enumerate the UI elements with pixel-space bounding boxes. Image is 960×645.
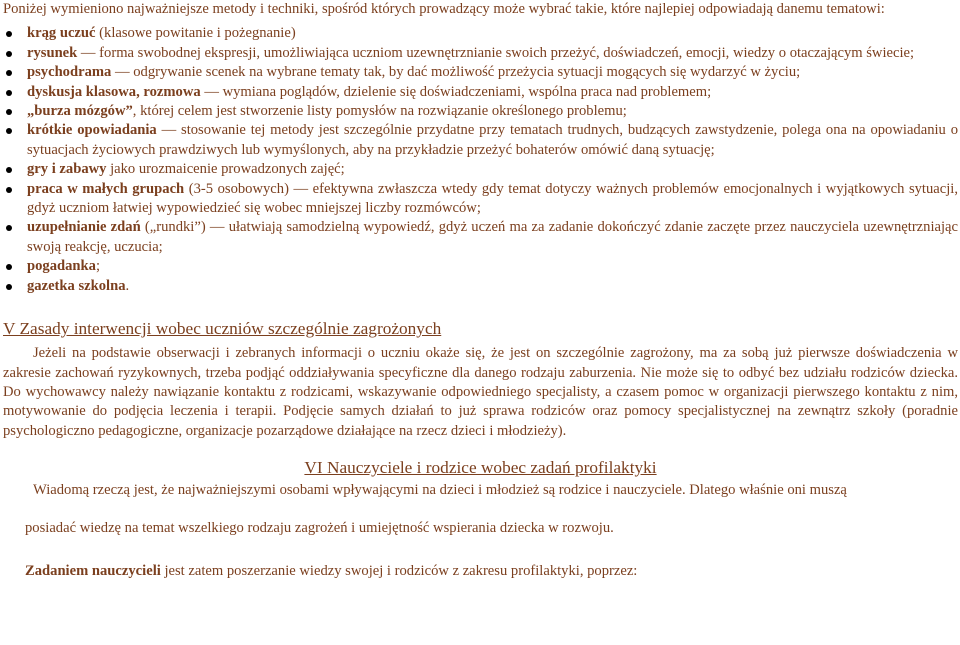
methods-list: [3, 24, 958, 296]
method-description: jako urozmaicenie prowadzonych zajęć;: [106, 161, 345, 178]
section-6-heading: VI Nauczyciele i rodzice wobec zadań profilaktyki: [304, 458, 657, 478]
method-term: praca w małych grupach: [27, 180, 185, 197]
method-term: krótkie opowiadania: [27, 122, 157, 139]
method-term: gazetka szkolna: [27, 277, 126, 294]
section-5-paragraph: Jeżeli na podstawie obserwacji i zebranych informacji o uczniu okaże się, że jest on szczególnie zagrożony, ma za sobą już pierwsze doświadczenia w zakresie zachowań ryzykownych, trzeba podjąć oddziaływania specyficzne dla danego rodzaju zaburzenia. Nie może się to odbyć bez udziału rodziców dziecka. Do wychowawcy należy nawiązanie kontaktu z rodzicami, wskazywanie odpowiedniego specjalisty, a czasem pomoc w organizacji pierwszego kontaktu z nim, motywowanie do podjęcia leczenia i terapii. Podjęcie samych działań to już sprawa rodziców oraz pomocy specjalistycznej na zewnątrz szkoły (poradnie psychologiczno pedagogiczne, organizacje pozarządowe działające na rzecz dzieci i młodzieży).: [3, 345, 958, 439]
section-6-paragraph-3: [3, 562, 958, 581]
method-description: — wymiana poglądów, dzielenie się doświadczeniami, wspólna praca nad problemem;: [200, 83, 712, 100]
method-description: .: [125, 277, 130, 294]
list-item: [3, 63, 958, 82]
intro-paragraph: Poniżej wymieniono najważniejsze metody i techniki, spośród których prowadzący może wybrać takie, które najlepiej odpowiadają danemu tematowi:: [3, 1, 885, 17]
method-description: , której celem jest stworzenie listy pomysłów na rozwiązanie określonego problemu;: [132, 103, 627, 120]
list-item: [3, 160, 958, 179]
list-item: [3, 24, 958, 43]
method-description: — odgrywanie scenek na wybrane tematy tak, by dać możliwość przeżycia sytuacji mogących się wydarzyć w życiu;: [111, 64, 801, 81]
teachers-task-text: jest zatem poszerzanie wiedzy swojej i rodziców z zakresu profilaktyki, poprzez:: [160, 562, 638, 579]
list-item: [3, 102, 958, 121]
section-6-paragraph-1: Wiadomą rzeczą jest, że najważniejszymi osobami wpływającymi na dzieci i młodzież są rodzice i nauczyciele. Dlatego właśnie oni muszą: [33, 482, 847, 499]
method-term: dyskusja klasowa, rozmowa: [27, 83, 201, 100]
method-term: gry i zabawy: [27, 161, 107, 178]
teachers-task-label: Zadaniem nauczycieli: [25, 562, 161, 579]
section-6-paragraph-2: posiadać wiedzę na temat wszelkiego rodzaju zagrożeń i umiejętność wspierania dziecka w rozwoju.: [25, 519, 614, 536]
list-item: [3, 83, 958, 102]
method-term: krąg uczuć: [27, 25, 96, 42]
list-item: [3, 180, 958, 219]
method-description: (3-5 osobowych) — efektywna zwłaszcza wtedy gdy temat dotyczy ważnych problemów emocjonalnych i wyjątkowych sytuacji, gdyż uczniom łatwiej wypowiedzieć się wobec mniejszej liczby rozmówców;: [27, 180, 958, 217]
method-description: (klasowe powitanie i pożegnanie): [95, 25, 296, 42]
method-term: pogadanka: [27, 258, 96, 275]
list-item: [3, 121, 958, 160]
method-term: psychodrama: [27, 64, 112, 81]
list-item: [3, 277, 958, 296]
method-description: — stosowanie tej metody jest szczególnie przydatne przy tematach trudnych, budzących zawstydzenie, polega ona na opowiadaniu o sytuacjach życiowych prawdziwych lub wymyślonych, aby na przykładzie przeżyć bohaterów omówić daną sytuację;: [27, 122, 958, 158]
list-item: [3, 44, 958, 63]
section-5-heading: V Zasady interwencji wobec uczniów szczególnie zagrożonych: [3, 319, 442, 339]
method-description: („rundki”) — ułatwiają samodzielną wypowiedź, gdyż uczeń ma za zadanie dokończyć zdanie zaczęte przez nauczyciela uzewnętrzniając swoją reakcję, uczucia;: [27, 219, 958, 255]
list-item: [3, 257, 958, 276]
method-term: rysunek: [27, 44, 78, 61]
method-term: uzupełnianie zdań: [27, 219, 141, 236]
method-description: ;: [95, 258, 101, 275]
method-term: „burza mózgów”: [27, 103, 133, 120]
method-description: — forma swobodnej ekspresji, umożliwiająca uczniom uzewnętrznianie swoich przeżyć, doświadczeń, emocji, wiedzy o otaczającym świecie;: [77, 44, 915, 61]
list-item: [3, 218, 958, 257]
